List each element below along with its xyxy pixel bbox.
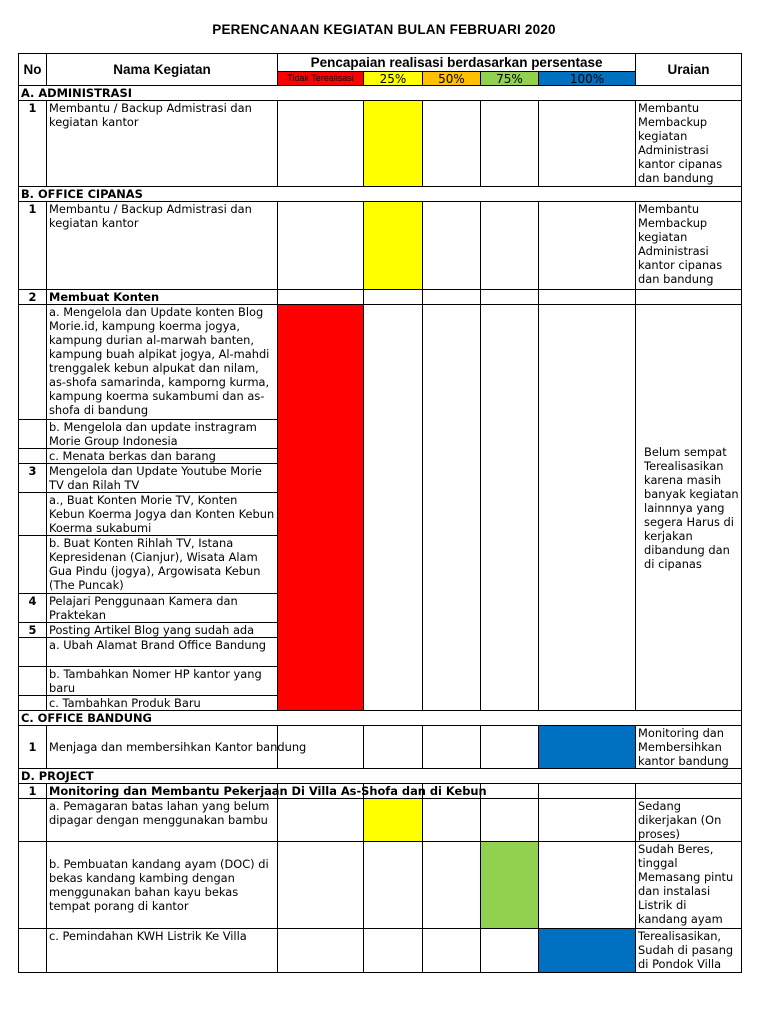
header-no: No	[19, 54, 47, 86]
row-number: 1	[19, 202, 47, 290]
cell-100	[539, 290, 636, 305]
row-number	[19, 420, 47, 449]
activity-name: b. Tambahkan Nomer HP kantor yang baru	[47, 667, 278, 696]
activity-name: a. Ubah Alamat Brand Office Bandung	[47, 638, 278, 667]
row-number: 1	[19, 784, 47, 799]
progress-fill-25	[364, 202, 423, 290]
row-number: 1	[19, 726, 47, 769]
cell-100	[539, 799, 636, 842]
row-number	[19, 305, 47, 420]
uraian-text: Membantu Membackup kegiatan Administrasi kantor cipanas dan bandung	[636, 202, 742, 290]
progress-fill-75	[481, 842, 539, 929]
cell-100	[539, 202, 636, 290]
activity-name: Menjaga dan membersihkan Kantor bandung	[47, 726, 278, 769]
uraian-text: Sedang dikerjakan (On proses)	[636, 799, 742, 842]
cell-50	[423, 202, 481, 290]
table-row	[19, 784, 742, 799]
uraian-text: Membantu Membackup kegiatan Administrasi kantor cipanas dan bandung	[636, 101, 742, 187]
progress-fill-25	[364, 799, 423, 842]
uraian-text: Terealisasikan, Sudah di pasang di Pondok Villa	[636, 929, 742, 973]
row-number: 2	[19, 290, 47, 305]
activity-name: Monitoring dan Membantu Pekerjaan Di Villa As-Shofa dan di Kebun	[47, 784, 278, 799]
row-number	[19, 449, 47, 464]
cell-tidak	[278, 290, 364, 305]
activity-name: Posting Artikel Blog yang sudah ada	[47, 623, 278, 638]
table-row	[19, 101, 742, 187]
cell-25	[364, 929, 423, 973]
activity-name: b. Pembuatan kandang ayam (DOC) di bekas kandang kambing dengan menggunakan bahan kayu bekas tempat porang di kantor	[47, 842, 278, 929]
table-row	[19, 842, 742, 929]
cell-50	[423, 929, 481, 973]
progress-fill-tidak-terealisasi	[278, 305, 364, 711]
row-number: 3	[19, 464, 47, 493]
cell-75	[481, 929, 539, 973]
header-pencapaian: Pencapaian realisasi berdasarkan persentase	[278, 54, 636, 72]
table-row	[19, 202, 742, 290]
cell-tidak	[278, 202, 364, 290]
section-d-label: D. PROJECT	[19, 769, 742, 784]
cell-50	[423, 842, 481, 929]
table-row	[19, 290, 742, 305]
cell-50	[423, 290, 481, 305]
cell-100	[539, 842, 636, 929]
cell-75	[481, 799, 539, 842]
level-25: 25%	[364, 72, 423, 86]
cell-75	[481, 290, 539, 305]
document-title: PERENCANAAN KEGIATAN BULAN FEBRUARI 2020	[212, 22, 556, 37]
activity-name: Mengelola dan Update Youtube Morie TV dan Rilah TV	[47, 464, 278, 493]
activity-name: Membantu / Backup Admistrasi dan kegiatan kantor	[47, 202, 278, 290]
section-b-label: B. OFFICE CIPANAS	[19, 187, 742, 202]
uraian-text: Sudah Beres, tinggal Memasang pintu dan instalasi Listrik di kandang ayam	[636, 842, 742, 929]
cell-25	[364, 726, 423, 769]
cell-50	[423, 101, 481, 187]
activity-name: a. Mengelola dan Update konten Blog Morie.id, kampung koerma jogya, kampung durian al-marwah banten, kampung buah alpikat jogya, Al-mahdi trenggalek kebun alpukat dan nilam, as-shofa samarinda, kamporng kurma, kampung koerma sukambumi dan as-shofa di bandung	[47, 305, 278, 420]
header-uraian: Uraian	[636, 54, 742, 86]
cell-uraian	[636, 784, 742, 799]
row-number	[19, 842, 47, 929]
activity-name: a. Pemagaran batas lahan yang belum dipagar dengan menggunakan bambu	[47, 799, 278, 842]
activity-name: b. Mengelola dan update instragram Morie Group Indonesia	[47, 420, 278, 449]
activity-name: a., Buat Konten Morie TV, Konten Kebun Koerma Jogya dan Konten Kebun Koerma sukabumi	[47, 493, 278, 536]
cell-25	[364, 842, 423, 929]
activity-plan-table	[18, 53, 742, 973]
cell-tidak	[278, 842, 364, 929]
table-row	[19, 726, 742, 769]
level-100: 100%	[539, 72, 636, 86]
cell-tidak	[278, 799, 364, 842]
level-50: 50%	[423, 72, 481, 86]
row-number	[19, 929, 47, 973]
activity-name: Pelajari Penggunaan Kamera dan Praktekan	[47, 594, 278, 623]
cell-75	[481, 202, 539, 290]
row-number	[19, 799, 47, 842]
cell-75	[481, 726, 539, 769]
progress-fill-100	[539, 929, 636, 973]
uraian-text: Monitoring dan Membersihkan kantor bandung	[636, 726, 742, 769]
row-number	[19, 493, 47, 536]
activity-name: Membantu / Backup Admistrasi dan kegiatan kantor	[47, 101, 278, 187]
header-nama-kegiatan: Nama Kegiatan	[47, 54, 278, 86]
table-row	[19, 929, 742, 973]
section-c-label: C. OFFICE BANDUNG	[19, 711, 742, 726]
uraian-text: Belum sempat Terealisasikan karena masih banyak kegiatan lainnnya yang segera Harus di kerjakan dibandung dan di cipanas	[636, 305, 742, 711]
cell-uraian	[636, 290, 742, 305]
activity-name: Membuat Konten	[47, 290, 278, 305]
cell-75	[481, 784, 539, 799]
activity-name: c. Tambahkan Produk Baru	[47, 696, 278, 711]
activity-name: c. Pemindahan KWH Listrik Ke Villa	[47, 929, 278, 973]
row-number	[19, 536, 47, 594]
row-number	[19, 696, 47, 711]
cell-75	[481, 305, 539, 711]
cell-75	[481, 101, 539, 187]
activity-name: b. Buat Konten Rihlah TV, Istana Kepresidenan (Cianjur), Wisata Alam Gua Pindu (jogya), Argowisata Kebun (The Puncak)	[47, 536, 278, 594]
table-row	[19, 305, 742, 420]
row-number: 1	[19, 101, 47, 187]
cell-100	[539, 305, 636, 711]
cell-tidak	[278, 101, 364, 187]
level-75: 75%	[481, 72, 539, 86]
activity-name: c. Menata berkas dan barang	[47, 449, 278, 464]
cell-100	[539, 784, 636, 799]
row-number	[19, 638, 47, 667]
progress-fill-25	[364, 101, 423, 187]
cell-tidak	[278, 929, 364, 973]
cell-50	[423, 726, 481, 769]
cell-50	[423, 799, 481, 842]
row-number: 4	[19, 594, 47, 623]
cell-25	[364, 305, 423, 711]
cell-50	[423, 305, 481, 711]
progress-fill-100	[539, 726, 636, 769]
cell-25	[364, 290, 423, 305]
table-row	[19, 799, 742, 842]
level-tidak-terealisasi: Tidak Terealisasi	[278, 72, 364, 86]
section-a-label: A. ADMINISTRASI	[19, 86, 742, 101]
cell-100	[539, 101, 636, 187]
row-number: 5	[19, 623, 47, 638]
row-number	[19, 667, 47, 696]
